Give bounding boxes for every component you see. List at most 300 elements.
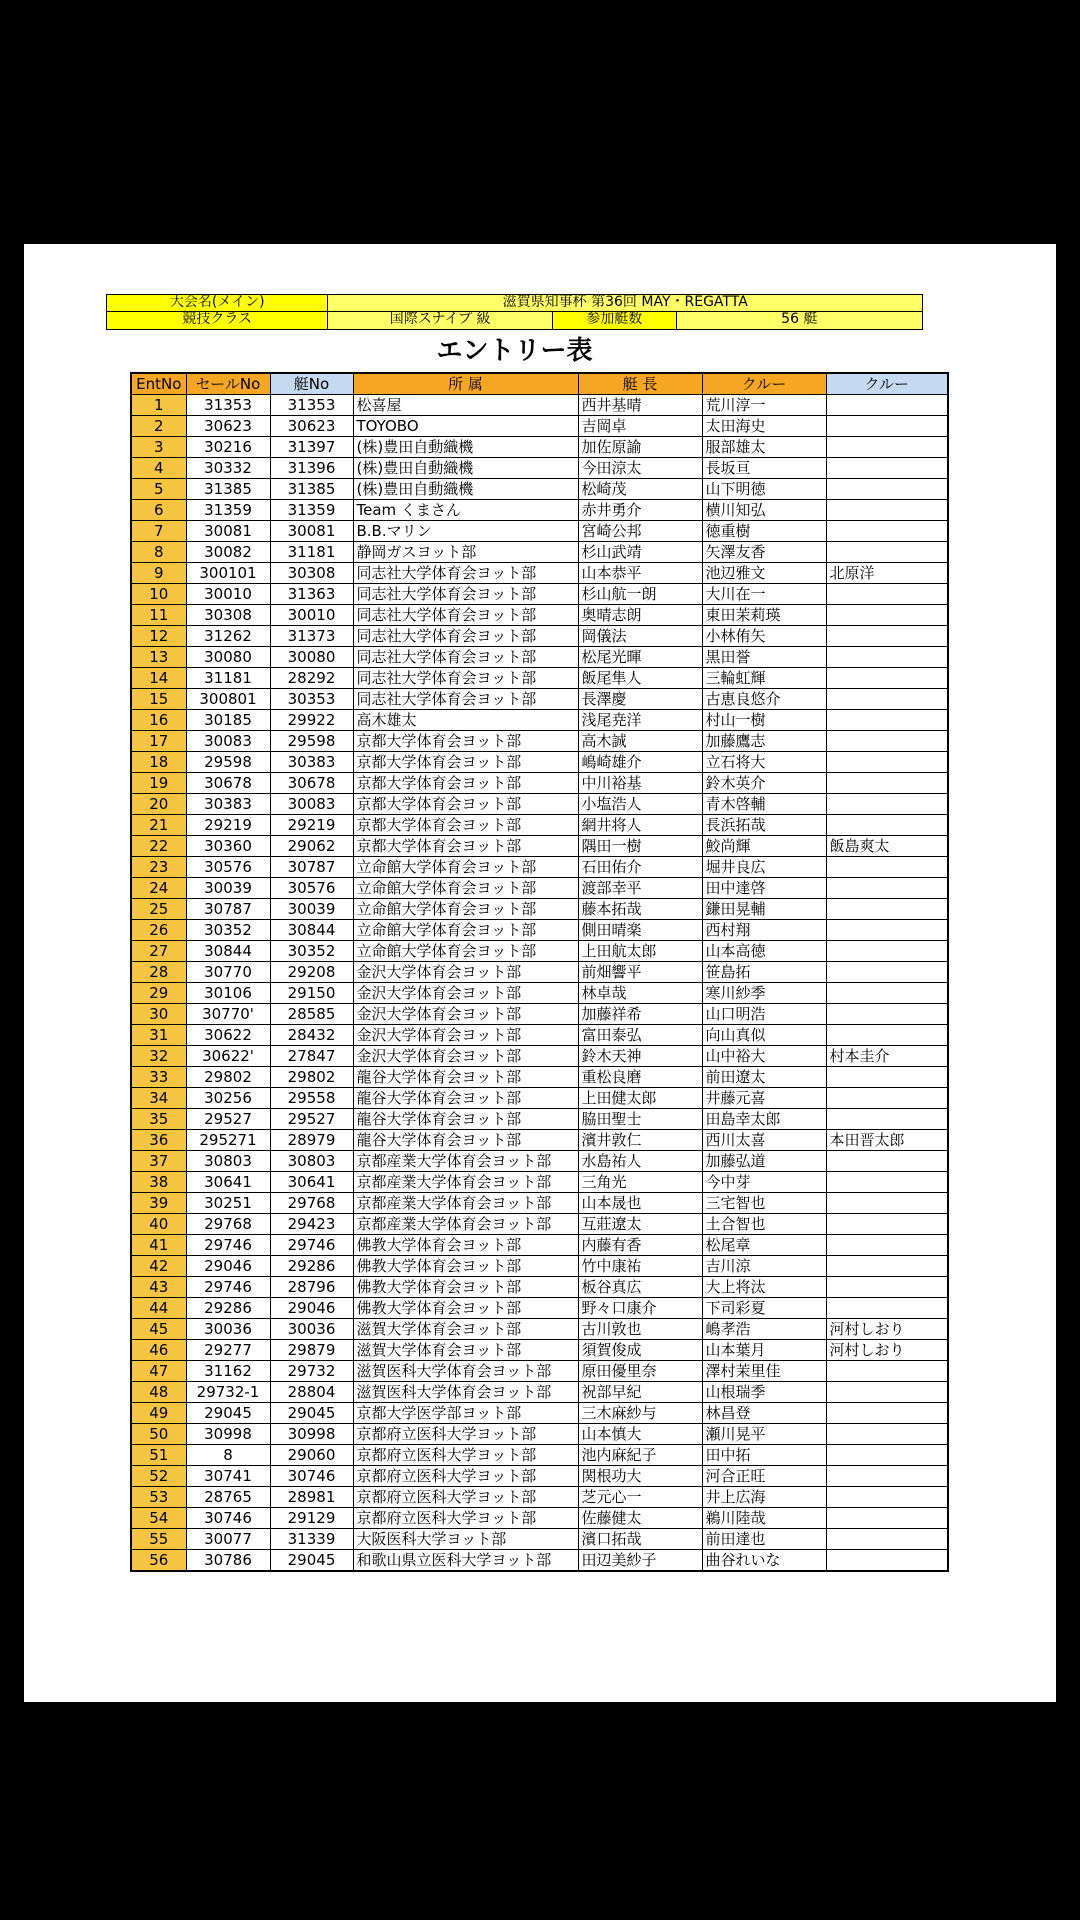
col-crew-2: クルー	[826, 373, 948, 395]
skipper-cell: 濱井敦仁	[578, 1130, 702, 1151]
sail-no-cell: 300101	[186, 563, 270, 584]
table-row	[131, 521, 948, 542]
crew-cell: 長坂亘	[702, 458, 826, 479]
sail-no-cell: 29046	[186, 1256, 270, 1277]
skipper-cell: 芝元心一	[578, 1487, 702, 1508]
crew2-cell	[826, 1277, 948, 1298]
crew2-cell	[826, 1214, 948, 1235]
sail-no-cell: 30081	[186, 521, 270, 542]
skipper-cell: 富田泰弘	[578, 1025, 702, 1046]
entno-cell: 13	[131, 647, 186, 668]
affiliation-cell: 同志社大学体育会ヨット部	[353, 563, 578, 584]
boat-no-cell: 30383	[270, 752, 353, 773]
affiliation-cell: 佛教大学体育会ヨット部	[353, 1277, 578, 1298]
table-row	[131, 794, 948, 815]
table-row	[131, 689, 948, 710]
table-row	[131, 668, 948, 689]
skipper-cell: 長澤慶	[578, 689, 702, 710]
event-name-value: 滋賀県知事杯 第36回 MAY・REGATTA	[328, 295, 922, 311]
table-row	[131, 479, 948, 500]
crew-cell: 河合正旺	[702, 1466, 826, 1487]
crew2-cell	[826, 416, 948, 437]
table-row	[131, 836, 948, 857]
table-row	[131, 815, 948, 836]
crew-cell: 太田海史	[702, 416, 826, 437]
crew-cell: 堀井良広	[702, 857, 826, 878]
crew2-cell	[826, 794, 948, 815]
affiliation-cell: 同志社大学体育会ヨット部	[353, 584, 578, 605]
table-row	[131, 1004, 948, 1025]
skipper-cell: 赤井勇介	[578, 500, 702, 521]
sail-no-cell: 30576	[186, 857, 270, 878]
crew2-cell	[826, 1172, 948, 1193]
crew2-cell	[826, 962, 948, 983]
skipper-cell: 原田優里奈	[578, 1361, 702, 1382]
sail-no-cell: 30352	[186, 920, 270, 941]
entno-cell: 7	[131, 521, 186, 542]
table-row	[131, 1340, 948, 1361]
affiliation-cell: 同志社大学体育会ヨット部	[353, 626, 578, 647]
sail-no-cell: 30787	[186, 899, 270, 920]
col-skipper: 艇 長	[578, 373, 702, 395]
crew-cell: 林昌登	[702, 1403, 826, 1424]
crew2-cell	[826, 920, 948, 941]
table-row	[131, 1445, 948, 1466]
crew2-cell: 北原洋	[826, 563, 948, 584]
table-row	[131, 1088, 948, 1109]
table-row	[131, 1508, 948, 1529]
crew-cell: 大川在一	[702, 584, 826, 605]
crew2-cell	[826, 1067, 948, 1088]
affiliation-cell: 滋賀大学体育会ヨット部	[353, 1340, 578, 1361]
table-row	[131, 1109, 948, 1130]
boat-no-cell: 29046	[270, 1298, 353, 1319]
crew-cell: 加藤鷹志	[702, 731, 826, 752]
crew2-cell	[826, 1004, 948, 1025]
crew2-cell	[826, 983, 948, 1004]
boat-no-cell: 31359	[270, 500, 353, 521]
entno-cell: 53	[131, 1487, 186, 1508]
boat-no-cell: 29802	[270, 1067, 353, 1088]
affiliation-cell: 同志社大学体育会ヨット部	[353, 647, 578, 668]
affiliation-cell: 龍谷大学体育会ヨット部	[353, 1109, 578, 1130]
crew2-cell	[826, 1403, 948, 1424]
crew-cell: 井上広海	[702, 1487, 826, 1508]
sail-no-cell: 30077	[186, 1529, 270, 1550]
crew-cell: 大上将汰	[702, 1277, 826, 1298]
crew2-cell	[826, 1298, 948, 1319]
boat-no-cell: 29879	[270, 1340, 353, 1361]
affiliation-cell: (株)豊田自動織機	[353, 479, 578, 500]
boat-no-cell: 31385	[270, 479, 353, 500]
crew2-cell	[826, 1529, 948, 1550]
sail-no-cell: 31359	[186, 500, 270, 521]
crew-cell: 瀬川晃平	[702, 1424, 826, 1445]
entry-count-label: 参加艇数	[553, 312, 677, 329]
sail-no-cell: 29746	[186, 1277, 270, 1298]
boat-no-cell: 28796	[270, 1277, 353, 1298]
affiliation-cell: 京都府立医科大学ヨット部	[353, 1508, 578, 1529]
entno-cell: 36	[131, 1130, 186, 1151]
boat-no-cell: 29746	[270, 1235, 353, 1256]
boat-no-cell: 30803	[270, 1151, 353, 1172]
sail-no-cell: 29045	[186, 1403, 270, 1424]
table-row	[131, 1067, 948, 1088]
sail-no-cell: 30998	[186, 1424, 270, 1445]
table-row	[131, 899, 948, 920]
crew-cell: 田中拓	[702, 1445, 826, 1466]
skipper-cell: 田辺美紗子	[578, 1550, 702, 1572]
class-row	[106, 311, 923, 330]
entno-cell: 43	[131, 1277, 186, 1298]
entno-cell: 10	[131, 584, 186, 605]
skipper-cell: 高木誠	[578, 731, 702, 752]
skipper-cell: 重松良磨	[578, 1067, 702, 1088]
sail-no-cell: 30383	[186, 794, 270, 815]
page-title: エントリー表	[436, 336, 593, 366]
crew-cell: 田中達啓	[702, 878, 826, 899]
table-row	[131, 1319, 948, 1340]
boat-no-cell: 29768	[270, 1193, 353, 1214]
crew-cell: 曲谷れいな	[702, 1550, 826, 1572]
entno-cell: 26	[131, 920, 186, 941]
sail-no-cell: 28765	[186, 1487, 270, 1508]
boat-no-cell: 29060	[270, 1445, 353, 1466]
crew-cell: 松尾章	[702, 1235, 826, 1256]
crew-cell: 澤村茉里佳	[702, 1361, 826, 1382]
crew-cell: 鵜川陸哉	[702, 1508, 826, 1529]
boat-no-cell: 29045	[270, 1550, 353, 1572]
entno-cell: 35	[131, 1109, 186, 1130]
table-row	[131, 962, 948, 983]
table-row	[131, 437, 948, 458]
crew-cell: 横川知弘	[702, 500, 826, 521]
boat-no-cell: 29527	[270, 1109, 353, 1130]
sail-no-cell: 30083	[186, 731, 270, 752]
crew2-cell	[826, 437, 948, 458]
entno-cell: 4	[131, 458, 186, 479]
sail-no-cell: 30678	[186, 773, 270, 794]
skipper-cell: 佐藤健太	[578, 1508, 702, 1529]
boat-no-cell: 30080	[270, 647, 353, 668]
skipper-cell: 杉山航一朗	[578, 584, 702, 605]
affiliation-cell: 立命館大学体育会ヨット部	[353, 878, 578, 899]
crew2-cell	[826, 1382, 948, 1403]
affiliation-cell: 大阪医科大学ヨット部	[353, 1529, 578, 1550]
skipper-cell: 飯尾隼人	[578, 668, 702, 689]
sail-no-cell: 30308	[186, 605, 270, 626]
crew2-cell	[826, 521, 948, 542]
crew2-cell	[826, 773, 948, 794]
crew-cell: 向山真似	[702, 1025, 826, 1046]
crew-cell: 寒川紗季	[702, 983, 826, 1004]
affiliation-cell: 京都大学医学部ヨット部	[353, 1403, 578, 1424]
entno-cell: 24	[131, 878, 186, 899]
crew2-cell	[826, 647, 948, 668]
affiliation-cell: 立命館大学体育会ヨット部	[353, 857, 578, 878]
skipper-cell: 奥晴志朗	[578, 605, 702, 626]
skipper-cell: 松崎茂	[578, 479, 702, 500]
entno-cell: 19	[131, 773, 186, 794]
skipper-cell: 鈴木天神	[578, 1046, 702, 1067]
crew-cell: 西川太喜	[702, 1130, 826, 1151]
sail-no-cell: 30039	[186, 878, 270, 899]
boat-no-cell: 31181	[270, 542, 353, 563]
crew-cell: 前田達也	[702, 1529, 826, 1550]
crew2-cell	[826, 458, 948, 479]
affiliation-cell: (株)豊田自動織機	[353, 437, 578, 458]
skipper-cell: 野々口康介	[578, 1298, 702, 1319]
event-name-row	[106, 294, 923, 311]
entno-cell: 39	[131, 1193, 186, 1214]
entno-cell: 51	[131, 1445, 186, 1466]
affiliation-cell: 京都府立医科大学ヨット部	[353, 1487, 578, 1508]
entno-cell: 20	[131, 794, 186, 815]
crew-cell: 東田茉莉瑛	[702, 605, 826, 626]
boat-no-cell: 29208	[270, 962, 353, 983]
crew-cell: 荒川淳一	[702, 395, 826, 416]
table-row	[131, 1361, 948, 1382]
affiliation-cell: 京都府立医科大学ヨット部	[353, 1424, 578, 1445]
crew2-cell	[826, 1445, 948, 1466]
table-row	[131, 563, 948, 584]
skipper-cell: 内藤有香	[578, 1235, 702, 1256]
skipper-cell: 濱口拓哉	[578, 1529, 702, 1550]
crew-cell: 村山一樹	[702, 710, 826, 731]
boat-no-cell: 28804	[270, 1382, 353, 1403]
affiliation-cell: TOYOBO	[353, 416, 578, 437]
boat-no-cell: 30352	[270, 941, 353, 962]
entno-cell: 42	[131, 1256, 186, 1277]
affiliation-cell: (株)豊田自動織機	[353, 458, 578, 479]
affiliation-cell: B.B.マリン	[353, 521, 578, 542]
crew2-cell	[826, 1487, 948, 1508]
crew-cell: 下司彩夏	[702, 1298, 826, 1319]
crew2-cell	[826, 1361, 948, 1382]
table-row	[131, 1172, 948, 1193]
affiliation-cell: Team くまさん	[353, 500, 578, 521]
crew2-cell	[826, 710, 948, 731]
table-row	[131, 416, 948, 437]
crew-cell: 長浜拓哉	[702, 815, 826, 836]
crew-cell: 山下明徳	[702, 479, 826, 500]
skipper-cell: 三角光	[578, 1172, 702, 1193]
crew2-cell	[826, 941, 948, 962]
table-row	[131, 395, 948, 416]
skipper-cell: 今田涼太	[578, 458, 702, 479]
affiliation-cell: 静岡ガスヨット部	[353, 542, 578, 563]
table-row	[131, 710, 948, 731]
boat-no-cell: 30623	[270, 416, 353, 437]
boat-no-cell: 29558	[270, 1088, 353, 1109]
boat-no-cell: 29922	[270, 710, 353, 731]
skipper-cell: 関根功大	[578, 1466, 702, 1487]
sail-no-cell: 30622	[186, 1025, 270, 1046]
col-sail-no: セールNo	[186, 373, 270, 395]
crew-cell: 立石将大	[702, 752, 826, 773]
table-row	[131, 773, 948, 794]
crew-cell: 山本高徳	[702, 941, 826, 962]
entno-cell: 15	[131, 689, 186, 710]
crew2-cell: 河村しおり	[826, 1319, 948, 1340]
skipper-cell: 側田晴楽	[578, 920, 702, 941]
col-affiliation: 所 属	[353, 373, 578, 395]
skipper-cell: 石田佑介	[578, 857, 702, 878]
affiliation-cell: 松喜屋	[353, 395, 578, 416]
affiliation-cell: 金沢大学体育会ヨット部	[353, 1025, 578, 1046]
crew2-cell	[826, 1508, 948, 1529]
sail-no-cell: 29732-1	[186, 1382, 270, 1403]
entno-cell: 50	[131, 1424, 186, 1445]
crew-cell: 三輪虹輝	[702, 668, 826, 689]
crew2-cell	[826, 1466, 948, 1487]
boat-no-cell: 28981	[270, 1487, 353, 1508]
entno-cell: 55	[131, 1529, 186, 1550]
entno-cell: 37	[131, 1151, 186, 1172]
table-row	[131, 626, 948, 647]
entno-cell: 3	[131, 437, 186, 458]
entno-cell: 11	[131, 605, 186, 626]
crew-cell: 井藤元喜	[702, 1088, 826, 1109]
entno-cell: 14	[131, 668, 186, 689]
boat-no-cell: 31373	[270, 626, 353, 647]
skipper-cell: 水島祐人	[578, 1151, 702, 1172]
affiliation-cell: 金沢大学体育会ヨット部	[353, 1004, 578, 1025]
affiliation-cell: 京都大学体育会ヨット部	[353, 836, 578, 857]
crew-cell: 黒田誉	[702, 647, 826, 668]
sail-no-cell: 29277	[186, 1340, 270, 1361]
sail-no-cell: 300801	[186, 689, 270, 710]
crew2-cell	[826, 815, 948, 836]
sail-no-cell: 30185	[186, 710, 270, 731]
table-row	[131, 584, 948, 605]
affiliation-cell: 滋賀医科大学体育会ヨット部	[353, 1361, 578, 1382]
entno-cell: 44	[131, 1298, 186, 1319]
affiliation-cell: 同志社大学体育会ヨット部	[353, 689, 578, 710]
skipper-cell: 浅尾尭洋	[578, 710, 702, 731]
sail-no-cell: 30803	[186, 1151, 270, 1172]
entry-table	[130, 372, 949, 1572]
boat-no-cell: 29219	[270, 815, 353, 836]
crew-cell: 今中芽	[702, 1172, 826, 1193]
sail-no-cell: 30251	[186, 1193, 270, 1214]
crew-cell: 矢澤友香	[702, 542, 826, 563]
table-row	[131, 1466, 948, 1487]
entno-cell: 21	[131, 815, 186, 836]
table-row	[131, 731, 948, 752]
boat-no-cell: 30641	[270, 1172, 353, 1193]
skipper-cell: 上田健太郎	[578, 1088, 702, 1109]
crew2-cell	[826, 878, 948, 899]
table-row	[131, 1046, 948, 1067]
boat-no-cell: 31353	[270, 395, 353, 416]
boat-no-cell: 30353	[270, 689, 353, 710]
skipper-cell: 西井基晴	[578, 395, 702, 416]
affiliation-cell: 龍谷大学体育会ヨット部	[353, 1088, 578, 1109]
crew2-cell	[826, 857, 948, 878]
crew2-cell: 河村しおり	[826, 1340, 948, 1361]
table-row	[131, 941, 948, 962]
crew2-cell	[826, 731, 948, 752]
crew2-cell	[826, 1151, 948, 1172]
crew-cell: 加藤弘道	[702, 1151, 826, 1172]
crew2-cell	[826, 605, 948, 626]
crew-cell: 服部雄太	[702, 437, 826, 458]
sail-no-cell: 30786	[186, 1550, 270, 1572]
crew2-cell	[826, 689, 948, 710]
entno-cell: 22	[131, 836, 186, 857]
sail-no-cell: 30080	[186, 647, 270, 668]
skipper-cell: 吉岡卓	[578, 416, 702, 437]
table-row	[131, 605, 948, 626]
crew2-cell	[826, 395, 948, 416]
boat-no-cell: 30844	[270, 920, 353, 941]
table-row	[131, 857, 948, 878]
entno-cell: 56	[131, 1550, 186, 1572]
boat-no-cell: 28979	[270, 1130, 353, 1151]
table-row	[131, 983, 948, 1004]
skipper-cell: 嶋崎雄介	[578, 752, 702, 773]
crew2-cell	[826, 1424, 948, 1445]
sail-no-cell: 31162	[186, 1361, 270, 1382]
boat-no-cell: 30678	[270, 773, 353, 794]
affiliation-cell: 金沢大学体育会ヨット部	[353, 1046, 578, 1067]
sail-no-cell: 30332	[186, 458, 270, 479]
sail-no-cell: 29598	[186, 752, 270, 773]
boat-no-cell: 31396	[270, 458, 353, 479]
entno-cell: 23	[131, 857, 186, 878]
entno-cell: 40	[131, 1214, 186, 1235]
sail-no-cell: 30641	[186, 1172, 270, 1193]
skipper-cell: 三木麻紗与	[578, 1403, 702, 1424]
table-row	[131, 1277, 948, 1298]
affiliation-cell: 京都産業大学体育会ヨット部	[353, 1193, 578, 1214]
table-row	[131, 500, 948, 521]
boat-no-cell: 30787	[270, 857, 353, 878]
boat-no-cell: 30081	[270, 521, 353, 542]
boat-no-cell: 30083	[270, 794, 353, 815]
sail-no-cell: 29768	[186, 1214, 270, 1235]
crew2-cell	[826, 1109, 948, 1130]
boat-no-cell: 31363	[270, 584, 353, 605]
affiliation-cell: 立命館大学体育会ヨット部	[353, 941, 578, 962]
affiliation-cell: 高木雄太	[353, 710, 578, 731]
crew-cell: 山中裕大	[702, 1046, 826, 1067]
crew-cell: 古恵良悠介	[702, 689, 826, 710]
table-row	[131, 647, 948, 668]
crew-cell: 嶋孝浩	[702, 1319, 826, 1340]
skipper-cell: 山本晟也	[578, 1193, 702, 1214]
crew-cell: 田島幸太郎	[702, 1109, 826, 1130]
affiliation-cell: 金沢大学体育会ヨット部	[353, 983, 578, 1004]
crew2-cell	[826, 1235, 948, 1256]
crew2-cell	[826, 1193, 948, 1214]
skipper-cell: 松尾光暉	[578, 647, 702, 668]
skipper-cell: 須賀俊成	[578, 1340, 702, 1361]
entno-cell: 8	[131, 542, 186, 563]
boat-no-cell: 30039	[270, 899, 353, 920]
skipper-cell: 上田航太郎	[578, 941, 702, 962]
affiliation-cell: 佛教大学体育会ヨット部	[353, 1298, 578, 1319]
skipper-cell: 前畑響平	[578, 962, 702, 983]
entno-cell: 38	[131, 1172, 186, 1193]
crew-cell: 徳重樹	[702, 521, 826, 542]
affiliation-cell: 立命館大学体育会ヨット部	[353, 920, 578, 941]
sail-no-cell: 30106	[186, 983, 270, 1004]
skipper-cell: 岡儀法	[578, 626, 702, 647]
affiliation-cell: 同志社大学体育会ヨット部	[353, 605, 578, 626]
crew2-cell	[826, 626, 948, 647]
